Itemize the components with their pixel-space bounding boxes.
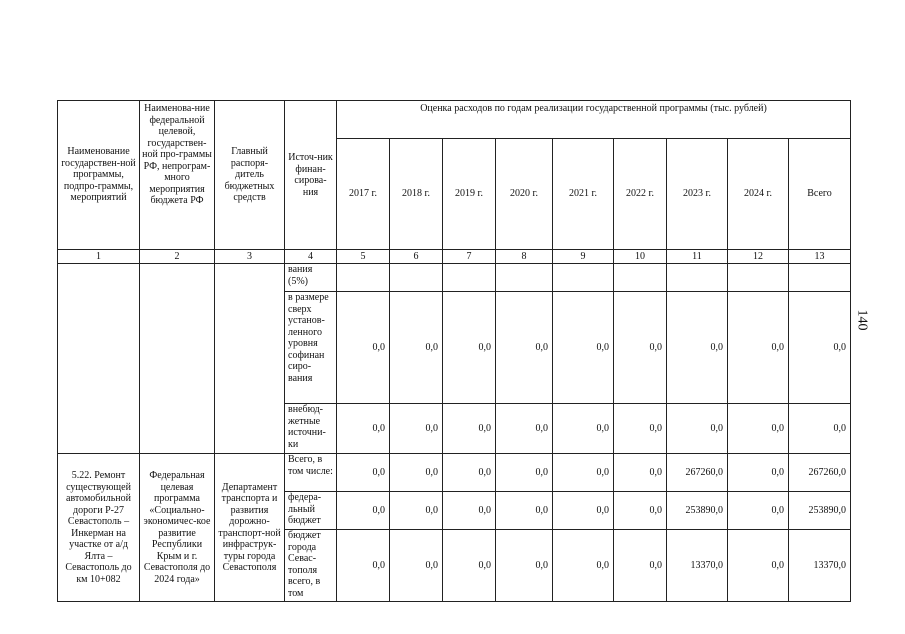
value-cell: 0,0 [667, 404, 728, 454]
value-cell: 0,0 [390, 530, 443, 602]
value-cell: 0,0 [337, 404, 390, 454]
value-cell: 0,0 [553, 454, 614, 492]
value-cell: 0,0 [728, 292, 789, 404]
header-year-2021: 2021 г. [553, 139, 614, 250]
value-cell: 0,0 [496, 292, 553, 404]
funding-source-cell: внебюд-жетные источни-ки [285, 404, 337, 454]
value-cell [667, 264, 728, 292]
column-number: 4 [285, 250, 337, 264]
value-cell: 0,0 [789, 292, 851, 404]
column-number: 13 [789, 250, 851, 264]
value-cell: 0,0 [728, 530, 789, 602]
empty-cell [140, 264, 215, 454]
value-cell: 0,0 [728, 454, 789, 492]
column-number: 7 [443, 250, 496, 264]
funding-source-cell: вания (5%) [285, 264, 337, 292]
column-number: 3 [215, 250, 285, 264]
column-number: 5 [337, 250, 390, 264]
column-number: 12 [728, 250, 789, 264]
value-cell [337, 264, 390, 292]
value-cell: 0,0 [667, 292, 728, 404]
value-cell: 0,0 [553, 492, 614, 530]
value-cell: 0,0 [337, 530, 390, 602]
value-cell: 0,0 [728, 492, 789, 530]
value-cell [728, 264, 789, 292]
table-row [58, 454, 851, 492]
value-cell: 13370,0 [667, 530, 728, 602]
header-year-2018: 2018 г. [390, 139, 443, 250]
value-cell: 0,0 [443, 404, 496, 454]
value-cell: 0,0 [337, 454, 390, 492]
funding-source-cell: бюджет города Севас-тополя всего, в том [285, 530, 337, 602]
value-cell: 0,0 [443, 454, 496, 492]
value-cell: 253890,0 [667, 492, 728, 530]
value-cell: 0,0 [553, 292, 614, 404]
value-cell: 0,0 [390, 292, 443, 404]
column-number-row [58, 250, 851, 264]
value-cell: 0,0 [553, 404, 614, 454]
header-total: Всего [789, 139, 851, 250]
funding-source-cell: федера-льный бюджет [285, 492, 337, 530]
column-number: 2 [140, 250, 215, 264]
federal-program-cell: Федеральная целевая программа «Социально-экономичес-кое развитие Республики Крым и г. Севастополя до 2024 года» [140, 454, 215, 602]
value-cell: 0,0 [553, 530, 614, 602]
value-cell [443, 264, 496, 292]
value-cell: 0,0 [789, 404, 851, 454]
value-cell: 0,0 [443, 492, 496, 530]
value-cell: 0,0 [614, 454, 667, 492]
value-cell [553, 264, 614, 292]
value-cell: 0,0 [614, 492, 667, 530]
value-cell: 0,0 [443, 530, 496, 602]
header-funding-source: Источ-ник финан-сирова-ния [285, 101, 337, 250]
value-cell: 267260,0 [667, 454, 728, 492]
funding-source-cell: Всего, в том числе: [285, 454, 337, 492]
column-number: 1 [58, 250, 140, 264]
value-cell: 0,0 [614, 292, 667, 404]
header-expense-estimate: Оценка расходов по годам реализации государственной программы (тыс. рублей) [337, 101, 851, 139]
budget-manager-cell: Департамент транспорта и развития дорожно-транспорт-ной инфраструк-туры города Севастополя [215, 454, 285, 602]
header-year-2024: 2024 г. [728, 139, 789, 250]
page-number: 140 [854, 309, 870, 331]
value-cell [390, 264, 443, 292]
value-cell: 13370,0 [789, 530, 851, 602]
funding-source-cell: в размере сверх установ-ленного уровня софинан сиро-вания [285, 292, 337, 404]
column-number: 10 [614, 250, 667, 264]
value-cell [496, 264, 553, 292]
value-cell: 0,0 [443, 292, 496, 404]
header-federal-program: Наименова-ние федеральной целевой, государствен-ной про-граммы РФ, непрограм-много мероприятия бюджета РФ [140, 101, 215, 250]
value-cell: 0,0 [496, 492, 553, 530]
header-year-2019: 2019 г. [443, 139, 496, 250]
header-program-name: Наименование государствен-ной программы, подпро-граммы, мероприятий [58, 101, 140, 250]
value-cell [789, 264, 851, 292]
column-number: 8 [496, 250, 553, 264]
value-cell: 253890,0 [789, 492, 851, 530]
value-cell: 0,0 [337, 492, 390, 530]
value-cell: 0,0 [390, 454, 443, 492]
measure-name-cell: 5.22. Ремонт существующей автомобильной дороги Р-27 Севастополь – Инкерман на участке от а/д Ялта – Севастополь до км 10+082 [58, 454, 140, 602]
column-number: 6 [390, 250, 443, 264]
column-number: 9 [553, 250, 614, 264]
value-cell: 0,0 [337, 292, 390, 404]
header-year-2023: 2023 г. [667, 139, 728, 250]
header-budget-manager: Главный распоря-дитель бюджетных средств [215, 101, 285, 250]
header-year-2020: 2020 г. [496, 139, 553, 250]
value-cell: 267260,0 [789, 454, 851, 492]
value-cell: 0,0 [496, 454, 553, 492]
value-cell [614, 264, 667, 292]
value-cell: 0,0 [728, 404, 789, 454]
value-cell: 0,0 [496, 404, 553, 454]
header-year-2022: 2022 г. [614, 139, 667, 250]
column-number: 11 [667, 250, 728, 264]
value-cell: 0,0 [614, 404, 667, 454]
table-row [58, 264, 851, 292]
value-cell: 0,0 [390, 492, 443, 530]
empty-cell [215, 264, 285, 454]
value-cell: 0,0 [390, 404, 443, 454]
value-cell: 0,0 [496, 530, 553, 602]
value-cell: 0,0 [614, 530, 667, 602]
header-year-2017: 2017 г. [337, 139, 390, 250]
budget-table [57, 100, 851, 602]
empty-cell [58, 264, 140, 454]
